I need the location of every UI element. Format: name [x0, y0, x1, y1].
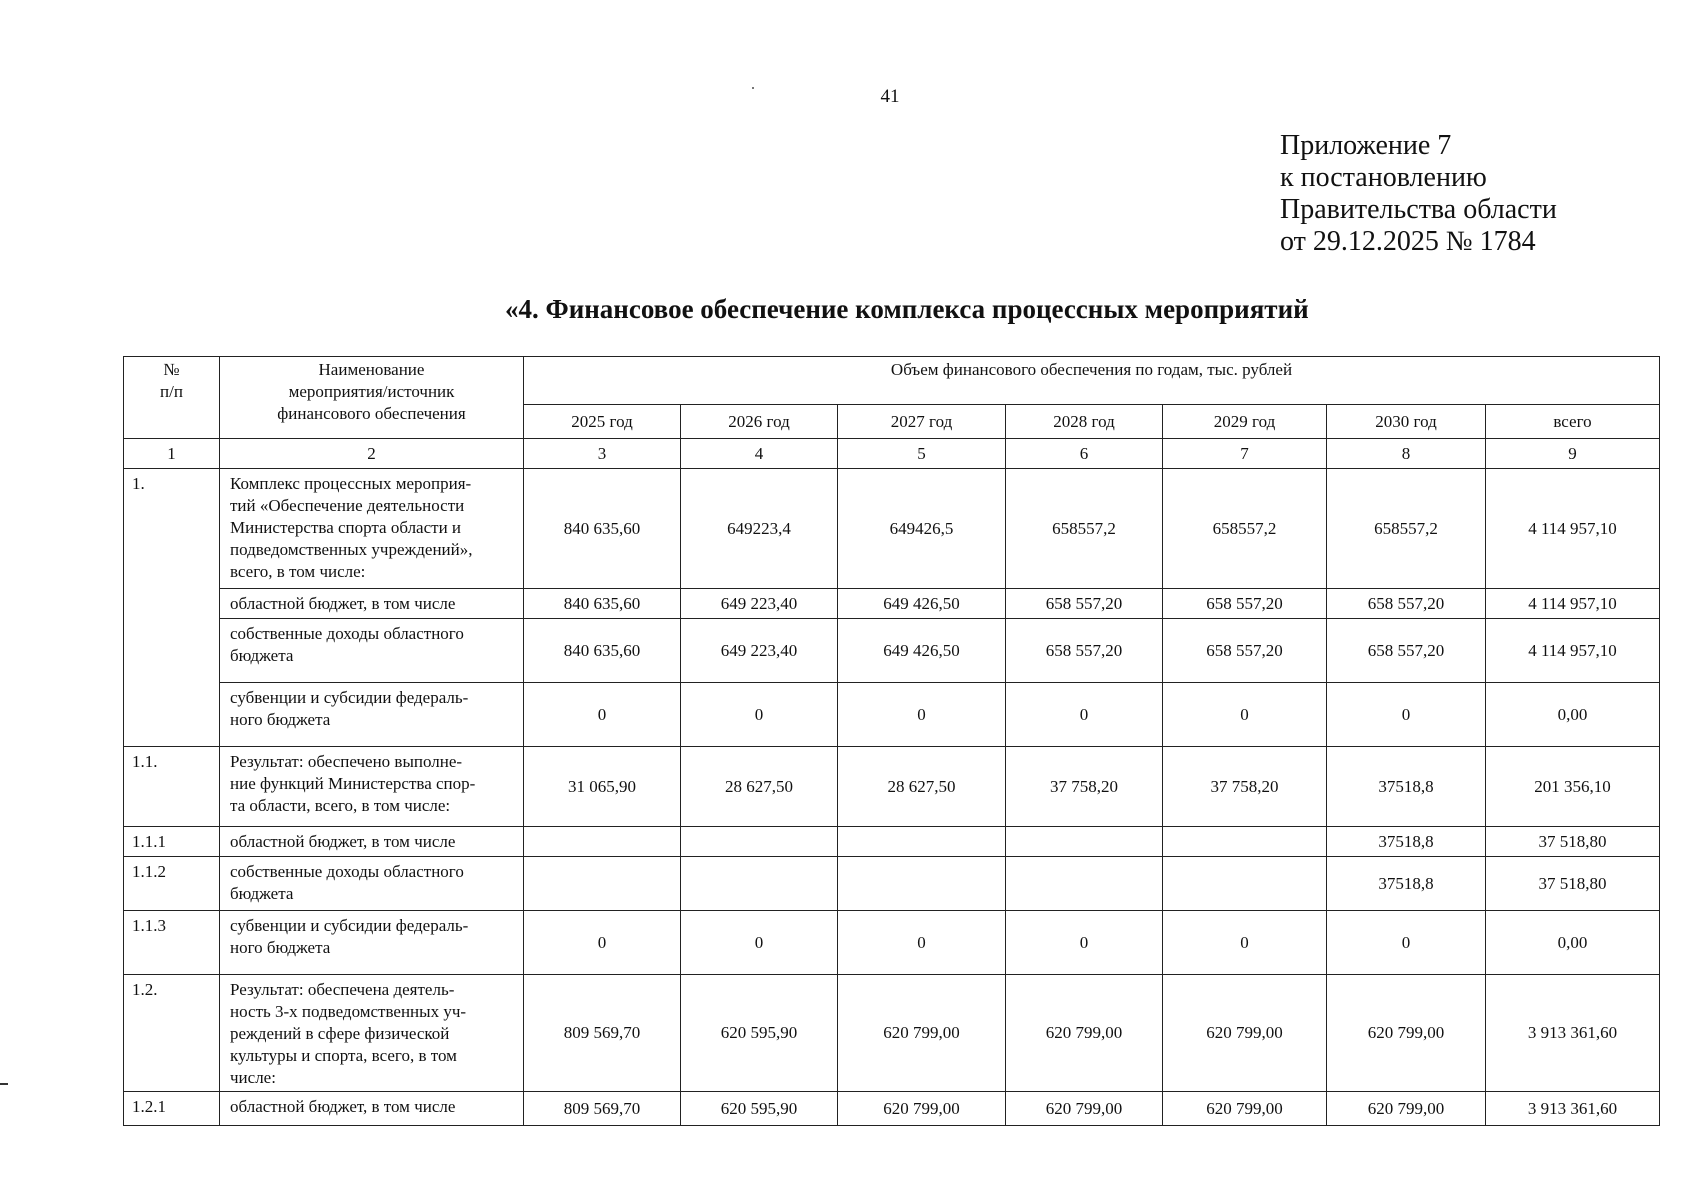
- table-row: [124, 975, 1660, 1092]
- item-number-cell: 1.2.1: [124, 1092, 220, 1126]
- header-total: всего: [1486, 405, 1660, 439]
- value-cell: 0: [838, 911, 1006, 975]
- item-name-cell: субвенции и субсидии федераль- ного бюджета: [220, 911, 524, 975]
- header-year: 2025 год: [524, 405, 681, 439]
- header-volume: Объем финансового обеспечения по годам, тыс. рублей: [524, 357, 1660, 405]
- value-total-cell: 37 518,80: [1486, 857, 1660, 911]
- page-number: 41: [880, 86, 900, 107]
- value-cell: 0: [524, 911, 681, 975]
- header-name: Наименование мероприятия/источник финансового обеспечения: [220, 357, 524, 439]
- value-cell: 0: [1163, 683, 1327, 747]
- value-cell: 658 557,20: [1163, 589, 1327, 619]
- value-cell: 0: [838, 683, 1006, 747]
- value-cell: 620 595,90: [681, 975, 838, 1092]
- value-cell: [1006, 827, 1163, 857]
- value-total-cell: 0,00: [1486, 683, 1660, 747]
- value-cell: 0: [681, 911, 838, 975]
- col-number: 5: [838, 439, 1006, 469]
- item-name-cell: Результат: обеспечена деятель- ность 3-х подведомственных уч- реждений в сфере физической культуры и спорта, всего, в том числе:: [220, 975, 524, 1092]
- item-name-cell: субвенции и субсидии федераль- ного бюджета: [220, 683, 524, 747]
- table-row: [124, 683, 1660, 747]
- value-cell: 840 635,60: [524, 619, 681, 683]
- value-cell: 649 426,50: [838, 619, 1006, 683]
- value-cell: 658 557,20: [1006, 619, 1163, 683]
- value-cell: [838, 827, 1006, 857]
- header-year: 2030 год: [1327, 405, 1486, 439]
- item-number-cell: 1.1.2: [124, 857, 220, 911]
- value-cell: 809 569,70: [524, 1092, 681, 1126]
- value-total-cell: 0,00: [1486, 911, 1660, 975]
- item-name-cell: областной бюджет, в том числе: [220, 827, 524, 857]
- header-year: 2029 год: [1163, 405, 1327, 439]
- appendix-line: Правительства области: [1280, 194, 1557, 225]
- item-number-cell: 1.1.: [124, 747, 220, 827]
- value-total-cell: 4 114 957,10: [1486, 619, 1660, 683]
- item-number-cell: 1.1.1: [124, 827, 220, 857]
- value-cell: 37 758,20: [1163, 747, 1327, 827]
- table-row: [124, 1092, 1660, 1126]
- value-cell: [1163, 827, 1327, 857]
- appendix-line: от 29.12.2025 № 1784: [1280, 226, 1536, 257]
- table-row: [124, 857, 1660, 911]
- col-number: 7: [1163, 439, 1327, 469]
- value-cell: [1163, 857, 1327, 911]
- header-row: [124, 357, 1660, 405]
- value-cell: 620 799,00: [838, 1092, 1006, 1126]
- table-row: [124, 911, 1660, 975]
- value-cell: 649 223,40: [681, 589, 838, 619]
- value-cell: 620 799,00: [838, 975, 1006, 1092]
- value-cell: 658557,2: [1327, 469, 1486, 589]
- value-cell: [524, 857, 681, 911]
- column-number-row: [124, 439, 1660, 469]
- col-number: 3: [524, 439, 681, 469]
- value-total-cell: 3 913 361,60: [1486, 1092, 1660, 1126]
- table-row: [124, 469, 1660, 589]
- value-cell: 840 635,60: [524, 469, 681, 589]
- item-name-cell: собственные доходы областного бюджета: [220, 857, 524, 911]
- item-number-cell: 1.2.: [124, 975, 220, 1092]
- value-cell: 809 569,70: [524, 975, 681, 1092]
- value-cell: 0: [681, 683, 838, 747]
- value-cell: 37518,8: [1327, 857, 1486, 911]
- value-total-cell: 201 356,10: [1486, 747, 1660, 827]
- value-cell: 649 223,40: [681, 619, 838, 683]
- col-number: 8: [1327, 439, 1486, 469]
- value-cell: 658 557,20: [1327, 589, 1486, 619]
- value-cell: 658557,2: [1006, 469, 1163, 589]
- value-total-cell: 4 114 957,10: [1486, 469, 1660, 589]
- value-cell: 37518,8: [1327, 827, 1486, 857]
- appendix-line: к постановлению: [1280, 162, 1487, 193]
- item-number-cell: 1.1.3: [124, 911, 220, 975]
- value-cell: 649223,4: [681, 469, 838, 589]
- value-cell: 658 557,20: [1163, 619, 1327, 683]
- item-name-cell: Комплекс процессных мероприя- тий «Обеспечение деятельности Министерства спорта области и подведомственных учреждений», всего, в том числе:: [220, 469, 524, 589]
- table-row: [124, 747, 1660, 827]
- item-name-cell: собственные доходы областного бюджета: [220, 619, 524, 683]
- col-number: 6: [1006, 439, 1163, 469]
- value-cell: [1006, 857, 1163, 911]
- table-row: [124, 619, 1660, 683]
- value-cell: 28 627,50: [681, 747, 838, 827]
- margin-mark: [0, 1083, 8, 1085]
- table-row: [124, 589, 1660, 619]
- value-cell: 620 595,90: [681, 1092, 838, 1126]
- col-number: 2: [220, 439, 524, 469]
- value-cell: [681, 857, 838, 911]
- value-cell: 0: [524, 683, 681, 747]
- value-cell: 840 635,60: [524, 589, 681, 619]
- value-cell: 28 627,50: [838, 747, 1006, 827]
- document-title: «4. Финансовое обеспечение комплекса процессных мероприятий: [505, 294, 1309, 324]
- col-number: 9: [1486, 439, 1660, 469]
- value-cell: 658 557,20: [1006, 589, 1163, 619]
- value-cell: 658 557,20: [1327, 619, 1486, 683]
- value-cell: [524, 827, 681, 857]
- value-total-cell: 4 114 957,10: [1486, 589, 1660, 619]
- value-cell: 620 799,00: [1327, 975, 1486, 1092]
- value-cell: 0: [1327, 911, 1486, 975]
- header-num: № п/п: [124, 357, 220, 439]
- item-number-cell: 1.: [124, 469, 220, 747]
- value-cell: [838, 857, 1006, 911]
- header-year: 2026 год: [681, 405, 838, 439]
- header-year: 2027 год: [838, 405, 1006, 439]
- value-cell: 620 799,00: [1163, 975, 1327, 1092]
- table-row: [124, 827, 1660, 857]
- value-total-cell: 37 518,80: [1486, 827, 1660, 857]
- value-cell: 658557,2: [1163, 469, 1327, 589]
- col-number: 1: [124, 439, 220, 469]
- value-cell: 649426,5: [838, 469, 1006, 589]
- item-name-cell: областной бюджет, в том числе: [220, 589, 524, 619]
- value-cell: 620 799,00: [1006, 975, 1163, 1092]
- value-cell: 620 799,00: [1006, 1092, 1163, 1126]
- financing-table: [123, 356, 1660, 1126]
- value-cell: 620 799,00: [1327, 1092, 1486, 1126]
- appendix-line: Приложение 7: [1280, 130, 1452, 161]
- value-cell: 37 758,20: [1006, 747, 1163, 827]
- value-cell: 0: [1006, 683, 1163, 747]
- value-cell: 0: [1163, 911, 1327, 975]
- value-cell: [681, 827, 838, 857]
- value-total-cell: 3 913 361,60: [1486, 975, 1660, 1092]
- header-year: 2028 год: [1006, 405, 1163, 439]
- item-name-cell: Результат: обеспечено выполне- ние функций Министерства спор- та области, всего, в том числе:: [220, 747, 524, 827]
- value-cell: 31 065,90: [524, 747, 681, 827]
- col-number: 4: [681, 439, 838, 469]
- value-cell: 0: [1006, 911, 1163, 975]
- value-cell: 649 426,50: [838, 589, 1006, 619]
- value-cell: 37518,8: [1327, 747, 1486, 827]
- value-cell: 0: [1327, 683, 1486, 747]
- item-name-cell: областной бюджет, в том числе: [220, 1092, 524, 1126]
- appendix-block: [1280, 130, 1557, 258]
- value-cell: 620 799,00: [1163, 1092, 1327, 1126]
